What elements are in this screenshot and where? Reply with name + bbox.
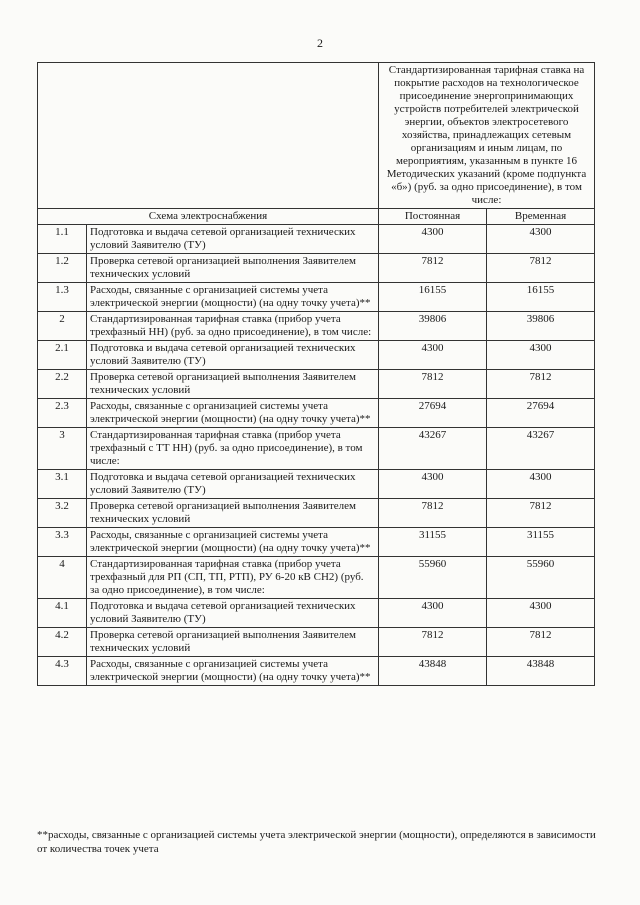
permanent-value: 4300	[379, 599, 487, 628]
row-description: Подготовка и выдача сетевой организацией технических условий Заявителю (ТУ)	[87, 470, 379, 499]
permanent-value: 31155	[379, 528, 487, 557]
temporary-value: 27694	[487, 399, 595, 428]
table-row	[38, 470, 595, 499]
permanent-value: 43267	[379, 428, 487, 470]
row-number: 4	[38, 557, 87, 599]
table-row	[38, 499, 595, 528]
permanent-value: 4300	[379, 225, 487, 254]
row-description: Подготовка и выдача сетевой организацией технических условий Заявителю (ТУ)	[87, 341, 379, 370]
temporary-value: 4300	[487, 341, 595, 370]
row-description: Стандартизированная тарифная ставка (прибор учета трехфазный для РП (СП, ТП, РТП), РУ 6-20 кВ СН2) (руб. за одно присоединение), в том числе:	[87, 557, 379, 599]
temporary-value: 31155	[487, 528, 595, 557]
row-description: Расходы, связанные с организацией системы учета электрической энергии (мощности) (на одну точку учета)**	[87, 528, 379, 557]
table-row	[38, 428, 595, 470]
row-description: Расходы, связанные с организацией системы учета электрической энергии (мощности) (на одну точку учета)**	[87, 399, 379, 428]
header-empty-cell	[38, 63, 379, 209]
row-number: 1.3	[38, 283, 87, 312]
permanent-value: 4300	[379, 470, 487, 499]
temporary-value: 16155	[487, 283, 595, 312]
temporary-value: 7812	[487, 254, 595, 283]
row-number: 3.3	[38, 528, 87, 557]
permanent-value: 7812	[379, 370, 487, 399]
row-number: 1.1	[38, 225, 87, 254]
table-row	[38, 254, 595, 283]
table-row	[38, 399, 595, 428]
permanent-value: 4300	[379, 341, 487, 370]
temporary-header: Временная	[487, 209, 595, 225]
temporary-value: 7812	[487, 499, 595, 528]
table-row	[38, 225, 595, 254]
table-row	[38, 370, 595, 399]
row-description: Расходы, связанные с организацией системы учета электрической энергии (мощности) (на одну точку учета)**	[87, 657, 379, 686]
permanent-value: 16155	[379, 283, 487, 312]
row-number: 4.1	[38, 599, 87, 628]
row-number: 2.2	[38, 370, 87, 399]
table-row	[38, 628, 595, 657]
row-number: 3.2	[38, 499, 87, 528]
table-row	[38, 528, 595, 557]
row-description: Подготовка и выдача сетевой организацией технических условий Заявителю (ТУ)	[87, 225, 379, 254]
temporary-value: 4300	[487, 599, 595, 628]
row-description: Стандартизированная тарифная ставка (прибор учета трехфазный с ТТ НН) (руб. за одно присоединение), в том числе:	[87, 428, 379, 470]
row-description: Проверка сетевой организацией выполнения Заявителем технических условий	[87, 499, 379, 528]
permanent-value: 7812	[379, 254, 487, 283]
row-number: 3	[38, 428, 87, 470]
permanent-value: 27694	[379, 399, 487, 428]
table-subheader-row	[38, 209, 595, 225]
row-description: Проверка сетевой организацией выполнения Заявителем технических условий	[87, 254, 379, 283]
row-number: 1.2	[38, 254, 87, 283]
table-row	[38, 599, 595, 628]
table-row	[38, 283, 595, 312]
table-header-row	[38, 63, 595, 209]
permanent-value: 39806	[379, 312, 487, 341]
permanent-value: 43848	[379, 657, 487, 686]
row-number: 2.3	[38, 399, 87, 428]
tariff-table	[37, 62, 595, 686]
page-number: 2	[317, 36, 323, 50]
table-row	[38, 341, 595, 370]
tariff-description-header: Стандартизированная тарифная ставка на покрытие расходов на технологическое присоединение энергопринимающих устройств потребителей электрической энергии, объектов электросетевого хозяйства, принадлежащих сетевым организациям и иным лицам, по мероприятиям, указанным в пункте 16 Методических указаний (кроме подпункта «б») (руб. за одно присоединение), в том числе:	[379, 63, 595, 209]
temporary-value: 4300	[487, 470, 595, 499]
temporary-value: 55960	[487, 557, 595, 599]
row-description: Подготовка и выдача сетевой организацией технических условий Заявителю (ТУ)	[87, 599, 379, 628]
temporary-value: 39806	[487, 312, 595, 341]
row-number: 3.1	[38, 470, 87, 499]
row-description: Стандартизированная тарифная ставка (прибор учета трехфазный НН) (руб. за одно присоединение), в том числе:	[87, 312, 379, 341]
row-description: Проверка сетевой организацией выполнения Заявителем технических условий	[87, 628, 379, 657]
scheme-header: Схема электроснабжения	[38, 209, 379, 225]
table-row	[38, 657, 595, 686]
temporary-value: 4300	[487, 225, 595, 254]
row-number: 2	[38, 312, 87, 341]
table-row	[38, 312, 595, 341]
permanent-value: 55960	[379, 557, 487, 599]
temporary-value: 43848	[487, 657, 595, 686]
footnote: **расходы, связанные с организацией системы учета электрической энергии (мощности), определяются в зависимости от количества точек учета	[37, 829, 596, 855]
row-description: Проверка сетевой организацией выполнения Заявителем технических условий	[87, 370, 379, 399]
row-number: 4.3	[38, 657, 87, 686]
temporary-value: 43267	[487, 428, 595, 470]
temporary-value: 7812	[487, 628, 595, 657]
row-description: Расходы, связанные с организацией системы учета электрической энергии (мощности) (на одну точку учета)**	[87, 283, 379, 312]
temporary-value: 7812	[487, 370, 595, 399]
row-number: 4.2	[38, 628, 87, 657]
permanent-value: 7812	[379, 628, 487, 657]
permanent-value: 7812	[379, 499, 487, 528]
permanent-header: Постоянная	[379, 209, 487, 225]
row-number: 2.1	[38, 341, 87, 370]
table-row	[38, 557, 595, 599]
